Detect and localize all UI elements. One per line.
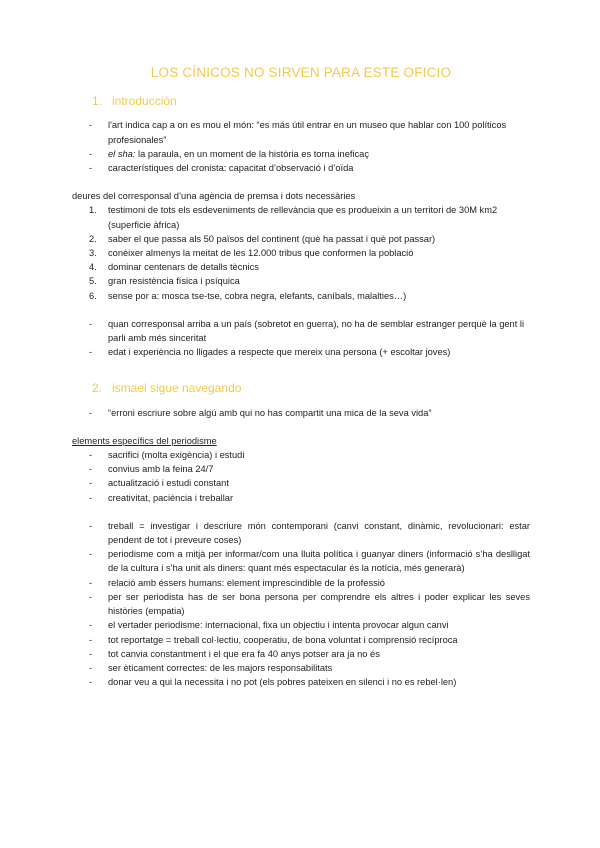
list-item: 5. gran resistència física i psíquica <box>89 276 240 287</box>
list-item: - donar veu a qui la necessita i no pot (els pobres pateixen en silenci i no es rebel·len) <box>72 675 530 689</box>
list-item: - “erroni escriure sobre algú amb qui no has compartit una mica de la seva vida” <box>72 406 530 420</box>
elements-heading: elements específics del periodisme <box>72 435 217 446</box>
list-item: - el vertader periodisme: internacional, fixa un objectiu i intenta provocar algun canvi <box>72 618 530 632</box>
deures-heading: deures del corresponsal d’una agència de premsa i dots necessàries <box>72 191 356 202</box>
section-number-2: 2. <box>92 381 103 396</box>
list-item: - ser èticament correctes: de les majors responsabilitats <box>72 661 530 675</box>
list-item: - l'art indica cap a on es mou el món: “es más útil entrar en un museo que hablar con 100 políticos profesionales” <box>72 118 530 146</box>
elements-list <box>72 448 530 505</box>
list-item: - per ser periodista has de ser bona persona per comprendre els altres i poder explicar les seves històries (empatia) <box>72 590 530 618</box>
italic-term: el sha: <box>108 148 136 159</box>
deures-list <box>72 203 530 302</box>
list-item: 3. conèixer almenys la meitat de les 12.000 tribus que conformen la població <box>89 248 414 259</box>
list-item: - edat i experiència no lligades a respecte que mereix una persona (+ escoltar joves) <box>72 345 530 359</box>
list-item: - actualització i estudi constant <box>72 476 530 490</box>
list-item: - relació amb éssers humans: element imprescindible de la professió <box>72 576 530 590</box>
intro-list <box>72 118 530 175</box>
list-item: - tot canvia constantment i el que era fa 40 anys potser ara ja no és <box>72 647 530 661</box>
document-title: LOS CÍNICOS NO SIRVEN PARA ESTE OFICIO <box>150 65 452 80</box>
list-item: - creativitat, paciència i treballar <box>72 491 530 505</box>
list-item: 1. testimoni de tots els esdeveniments de rellevància que es produeixin a un territori de 30M km2 (superficie àfrica) <box>89 205 498 230</box>
list-item: - tot reportatge = treball col·lectiu, cooperatiu, de bona voluntat i comprensió recíproca <box>72 633 530 647</box>
list-item: 2. saber el que passa als 50 països del continent (què ha passat i què pot passar) <box>89 233 436 244</box>
ismael-list <box>72 406 530 420</box>
list-item: - el sha: la paraula, en un moment de la història es torna ineficaç <box>72 147 530 161</box>
section-heading-1 <box>92 94 530 108</box>
list-item: - convius amb la feina 24/7 <box>72 462 530 476</box>
corresponsal-list <box>72 317 530 360</box>
list-item: 6. sense por a: mosca tse-tse, cobra negra, elefants, caníbals, malalties…) <box>89 290 407 301</box>
section-title-2: ismael sigue navegando <box>112 381 242 396</box>
section-title-1: introducción <box>112 94 177 109</box>
list-item: - treball = investigar i descriure món contemporani (canvi constant, dinàmic, revolucionari: estar pendent de tot i preveure coses) <box>72 519 530 547</box>
section-heading-2 <box>92 381 530 395</box>
list-item: - sacrifici (molta exigència) i estudi <box>72 448 530 462</box>
final-list <box>72 519 530 689</box>
list-item: 4. dominar centenars de detalls tècnics <box>89 262 259 273</box>
list-item: - característiques del cronista: capacitat d’observació i d’oïda <box>72 161 530 175</box>
list-item: - periodisme com a mitjà per informar/com una lluita política i guanyar diners (informació s’ha deslligat de la cultura i s’ha unit als diners: quant més espectacular és la notícia, més generarà) <box>72 547 530 575</box>
section-number-1: 1. <box>92 94 103 109</box>
list-item: - quan corresponsal arriba a un país (sobretot en guerra), no ha de semblar estranger perquè la gent li parli amb més sinceritat <box>72 317 530 345</box>
